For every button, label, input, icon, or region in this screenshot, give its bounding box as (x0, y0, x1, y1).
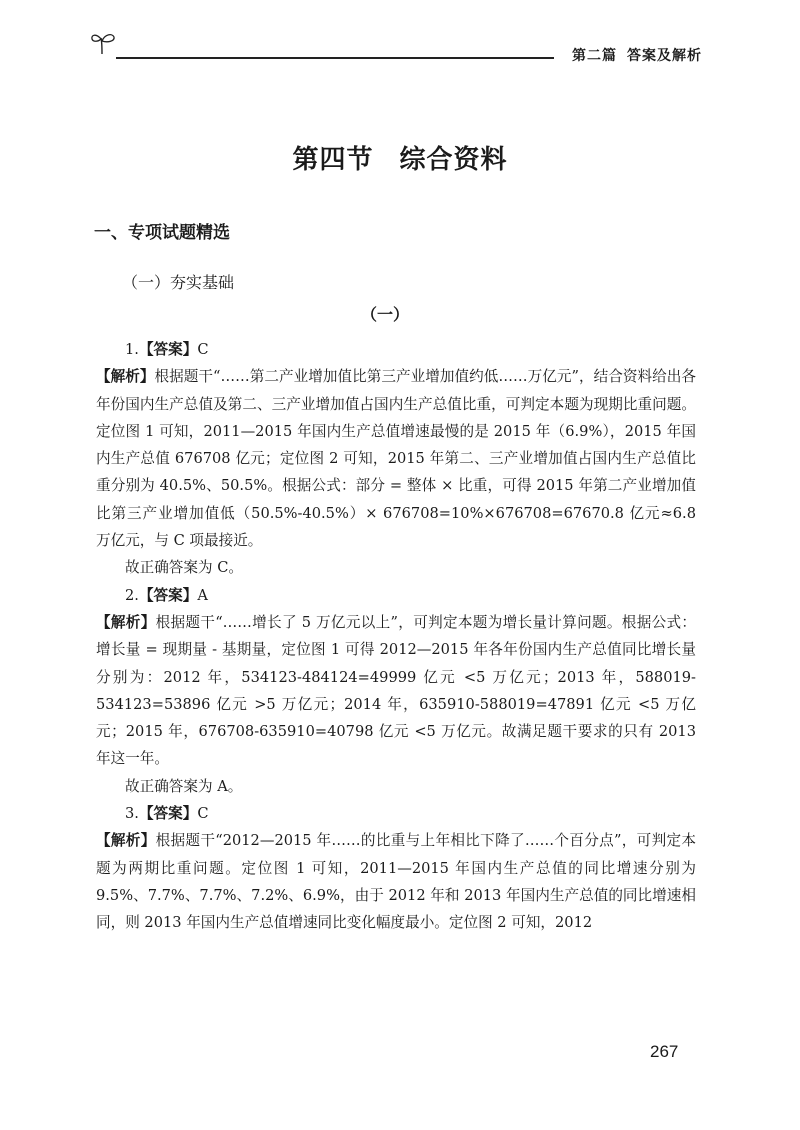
analysis-text: 根据题干“2012—2015 年……的比重与上年相比下降了……个百分点”，可判定本题为两期比重问题。定位图 1 可知，2011—2015 年国内生产总值的同比增速分别为 9.5%、7.7%、7.7%、7.2%、6.9%，由于 2012 年和 2013 年国内生产总值的同比增速相同，则 2013 年国内生产总值增速同比变化幅度最小。定位图 2 可知，2012 (96, 832, 696, 932)
analysis-text: 根据题干“……增长了 5 万亿元以上”，可判定本题为增长量计算问题。根据公式：增长量 = 现期量 - 基期量，定位图 1 可得 2012—2015 年各年份国内生产总值同比增长量分别为：2012 年，534123-484124=49999 亿元 <5 万亿元；2013 年，588019-534123=53896 亿元 >5 万亿元；2014 年，635910-588019=47891 亿元 <5 万亿元；2015 年，676708-635910=40798 亿元 <5 万亿元。故满足题干要求的只有 2013 年这一年。 (96, 613, 696, 768)
header-title (572, 45, 702, 65)
page-header (90, 28, 702, 68)
analysis-text: 根据题干“……第二产业增加值比第三产业增加值约低……万亿元”，结合资料给出各年份国内生产总值及第二、三产业增加值占国内生产总值比重，可判定本题为现期比重问题。定位图 1 可知，2011—2015 年国内生产总值增速最慢的是 2015 年（6.9%），2015 年国内生产总值 676708 亿元；定位图 2 可知，2015 年第二、三产业增加值占国内生产总值比重分别为 40.5%、50.5%。根据公式：部分 = 整体 × 比重，可得 2015 年第二产业增加值比第三产业增加值低（50.5%-40.5%）× 676708=10%×676708=67670.8 亿元≈6.8 万亿元，与 C 项最接近。 (96, 368, 696, 550)
answer-value: A (197, 586, 208, 604)
analysis-tag: 【解析】 (96, 368, 155, 386)
chapter-name: 综合资料 (399, 145, 508, 175)
answer-value: C (197, 805, 209, 823)
conclusion: 故正确答案为 C。 (125, 559, 243, 577)
answer-value: C (197, 341, 209, 358)
question-number: 1. (125, 341, 139, 358)
chapter-title (0, 139, 800, 176)
header-section: 答案及解析 (627, 48, 702, 64)
analysis-paragraph (96, 827, 696, 936)
header-part: 第二篇 (572, 48, 617, 64)
conclusion: 故正确答案为 A。 (125, 777, 243, 795)
group-heading: （一） (360, 305, 409, 324)
analysis-tag: 【解析】 (96, 613, 156, 631)
subsection-heading: （一）夯实基础 (122, 273, 235, 292)
answer-line (96, 800, 696, 827)
analysis-paragraph (96, 609, 696, 773)
question-number: 2. (125, 586, 139, 604)
sprout-icon (90, 30, 118, 56)
page-number: 267 (650, 1042, 679, 1061)
answer-tag: 【答案】 (138, 805, 198, 823)
answer-content (96, 336, 696, 937)
question-number: 3. (125, 805, 139, 823)
header-rule (116, 57, 554, 59)
answer-tag: 【答案】 (138, 341, 198, 358)
chapter-number: 第四节 (292, 145, 374, 175)
answer-line (96, 336, 696, 363)
answer-line (96, 582, 696, 609)
analysis-paragraph (96, 363, 696, 554)
answer-tag: 【答案】 (138, 586, 198, 604)
section-heading: 一、专项试题精选 (94, 223, 230, 243)
analysis-tag: 【解析】 (96, 832, 156, 850)
